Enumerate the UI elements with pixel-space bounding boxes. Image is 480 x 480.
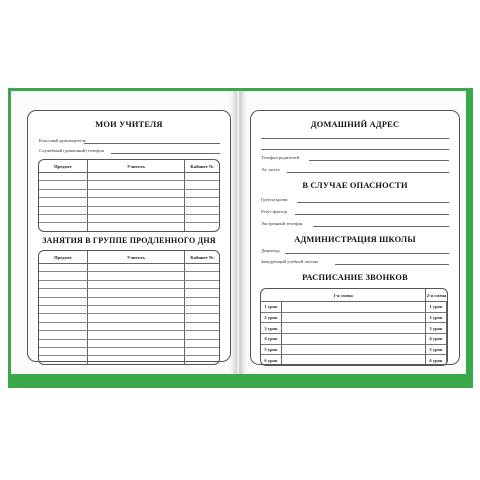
table-row bbox=[39, 223, 219, 230]
teachers-panel bbox=[27, 110, 231, 362]
table-row bbox=[39, 264, 219, 272]
shift-1-header: 1-я смена bbox=[261, 289, 426, 302]
table-row bbox=[261, 302, 447, 313]
home-address-title: ДОМАШНИЙ АДРЕС bbox=[310, 120, 400, 129]
col-subject: Предмет bbox=[39, 160, 88, 173]
table-row bbox=[39, 331, 219, 339]
lesson-label: 2 урок bbox=[261, 313, 282, 324]
lesson-label: 3 урок bbox=[426, 323, 447, 334]
email-label: Эл. почта bbox=[261, 167, 280, 172]
table-row bbox=[39, 215, 219, 223]
col-room: Кабинет № bbox=[185, 251, 219, 264]
col-teacher: Учитель bbox=[88, 251, 185, 264]
table-row bbox=[39, 340, 219, 348]
teachers-table bbox=[38, 159, 220, 232]
emergency-phone-label: Экстренный телефон bbox=[261, 221, 303, 226]
book-spine bbox=[236, 91, 240, 374]
work-phone-line bbox=[111, 153, 220, 154]
after-school-table bbox=[38, 250, 220, 365]
address-line bbox=[261, 149, 449, 150]
col-room: Кабинет № bbox=[185, 160, 219, 173]
lesson-label: 5 урок bbox=[261, 345, 282, 356]
lesson-label: 6 урок bbox=[261, 355, 282, 365]
bell-schedule-table bbox=[260, 288, 448, 366]
table-row bbox=[39, 323, 219, 331]
table-row bbox=[39, 314, 219, 322]
lesson-label: 4 урок bbox=[261, 334, 282, 345]
table-row bbox=[39, 190, 219, 198]
table-row bbox=[39, 198, 219, 206]
lesson-label: 4 урок bbox=[426, 334, 447, 345]
table-row bbox=[39, 207, 219, 215]
lesson-label: 5 урок bbox=[426, 345, 447, 356]
table-row bbox=[39, 356, 219, 363]
table-row bbox=[39, 173, 219, 181]
col-subject: Предмет bbox=[39, 251, 88, 264]
director-label: Директор bbox=[261, 248, 280, 253]
school-admin-title: АДМИНИСТРАЦИЯ ШКОЛЫ bbox=[294, 235, 416, 244]
after-school-title: ЗАНЯТИЯ В ГРУППЕ ПРОДЛЕННОГО ДНЯ bbox=[42, 236, 216, 245]
lesson-label: 1 урок bbox=[261, 302, 282, 313]
my-teachers-title: МОИ УЧИТЕЛЯ bbox=[95, 120, 163, 129]
head-teacher-line bbox=[335, 264, 449, 265]
director-line bbox=[285, 253, 449, 254]
table-row bbox=[39, 289, 219, 297]
head-teacher-label: Заведующий учебной частью bbox=[261, 259, 319, 264]
table-row bbox=[39, 298, 219, 306]
lesson-label: 2 урок bbox=[426, 313, 447, 324]
class-teacher-label: Классный руководитель bbox=[39, 138, 86, 143]
lesson-label: 3 урок bbox=[261, 323, 282, 334]
work-phone-label: Служебный (домашний) телефон bbox=[39, 148, 104, 153]
lesson-label: 1 урок bbox=[426, 302, 447, 313]
table-row bbox=[39, 181, 219, 189]
rh-factor-line bbox=[295, 214, 449, 215]
table-row bbox=[261, 345, 447, 356]
class-teacher-line bbox=[84, 143, 220, 144]
parents-phone-line bbox=[309, 160, 449, 161]
table-row bbox=[39, 281, 219, 289]
table-row bbox=[39, 272, 219, 280]
info-panel bbox=[250, 110, 460, 365]
table-row bbox=[261, 313, 447, 324]
parents-phone-label: Телефон родителей bbox=[261, 155, 300, 160]
table-row bbox=[39, 348, 219, 356]
address-line bbox=[261, 138, 449, 139]
email-line bbox=[287, 172, 449, 173]
lesson-label: 6 урок bbox=[426, 355, 447, 365]
table-row bbox=[261, 355, 447, 365]
bell-schedule-title: РАСПИСАНИЕ ЗВОНКОВ bbox=[302, 273, 408, 282]
blood-group-label: Группа крови bbox=[261, 197, 288, 202]
table-row bbox=[261, 323, 447, 334]
table-row bbox=[39, 306, 219, 314]
rh-factor-label: Резус-фактор bbox=[261, 209, 287, 214]
shift-2-header: 2-я смена bbox=[426, 289, 447, 302]
blood-group-line bbox=[297, 202, 449, 203]
danger-title: В СЛУЧАЕ ОПАСНОСТИ bbox=[302, 181, 408, 190]
col-teacher: Учитель bbox=[88, 160, 185, 173]
table-row bbox=[261, 334, 447, 345]
emergency-phone-line bbox=[313, 226, 449, 227]
